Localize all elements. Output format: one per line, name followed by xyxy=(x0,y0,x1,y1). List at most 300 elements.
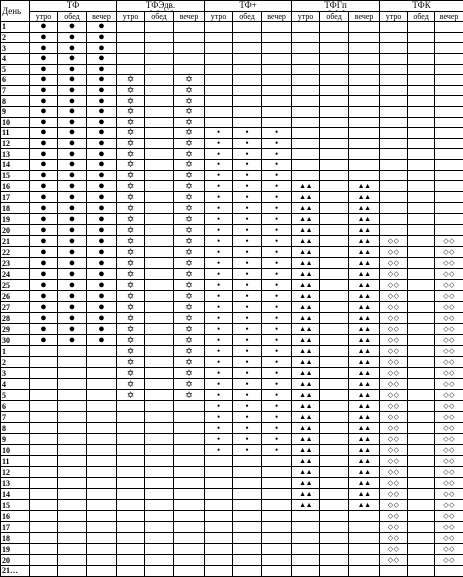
dose-cell-tfp-evening xyxy=(262,302,292,313)
dose-cell-tfk-evening xyxy=(435,32,463,43)
double-diamond-icon: ◇◇ xyxy=(443,259,455,267)
dose-cell-tfp-lunch xyxy=(233,489,262,500)
small-dot-icon: • xyxy=(275,192,278,202)
double-diamond-icon: ◇◇ xyxy=(388,512,400,520)
dose-cell-tfg-lunch xyxy=(320,445,349,456)
dose-cell-tfp-evening xyxy=(262,335,292,346)
dose-cell-tfp-evening xyxy=(262,478,292,489)
dose-cell-tfg-lunch xyxy=(320,149,349,160)
dose-cell-tfp-morning xyxy=(205,258,233,269)
dose-cell-tfe-evening xyxy=(174,379,205,390)
filled-circle-icon: ● xyxy=(40,225,47,236)
dose-cell-tfg-evening xyxy=(349,522,380,533)
dose-cell-tf-evening xyxy=(87,159,117,170)
dose-cell-tf-morning xyxy=(30,412,58,423)
dose-cell-tfe-morning xyxy=(117,64,145,75)
dose-cell-tfk-morning xyxy=(380,357,408,368)
dose-cell-tfk-lunch xyxy=(408,544,435,555)
subheader-lunch: обед xyxy=(320,11,349,22)
small-dot-icon: • xyxy=(275,423,278,433)
dose-cell-tfg-morning xyxy=(292,236,320,247)
dose-cell-tfe-evening xyxy=(174,75,205,86)
small-dot-icon: • xyxy=(245,128,248,138)
dose-cell-tf-lunch xyxy=(58,53,87,64)
group-header-tfg: ТФГп xyxy=(292,1,380,12)
dose-cell-tfg-evening xyxy=(349,368,380,379)
dose-cell-tfg-evening xyxy=(349,489,380,500)
dose-cell-tfk-lunch xyxy=(408,401,435,412)
double-triangle-icon: ▲▲ xyxy=(299,325,312,333)
dose-cell-tf-morning xyxy=(30,445,58,456)
dose-cell-tf-morning xyxy=(30,170,58,181)
subheader-evening: вечер xyxy=(435,11,463,22)
star-icon: ✡ xyxy=(127,225,135,235)
double-triangle-icon: ▲▲ xyxy=(299,292,312,300)
dose-cell-tfe-evening xyxy=(174,22,205,33)
dose-cell-tfe-evening xyxy=(174,566,205,577)
dose-cell-tfk-evening xyxy=(435,423,463,434)
double-diamond-icon: ◇◇ xyxy=(443,303,455,311)
dose-cell-tfk-evening xyxy=(435,379,463,390)
dose-cell-tfk-lunch xyxy=(408,533,435,544)
dose-cell-tfg-evening xyxy=(349,544,380,555)
star-icon: ✡ xyxy=(127,85,135,95)
dose-cell-tfp-lunch xyxy=(233,346,262,357)
filled-circle-icon: ● xyxy=(40,53,47,64)
double-triangle-icon: ▲▲ xyxy=(358,292,371,300)
double-diamond-icon: ◇◇ xyxy=(388,303,400,311)
filled-circle-icon: ● xyxy=(98,159,105,170)
dose-cell-tfp-lunch xyxy=(233,214,262,225)
dose-cell-tfk-morning xyxy=(380,106,408,117)
dose-cell-tfe-morning xyxy=(117,22,145,33)
dose-cell-tfg-lunch xyxy=(320,43,349,54)
dose-cell-tfg-evening xyxy=(349,192,380,203)
filled-circle-icon: ● xyxy=(40,22,47,33)
day-number: 7 xyxy=(1,85,30,96)
filled-circle-icon: ● xyxy=(69,106,76,117)
dose-cell-tfk-morning xyxy=(380,96,408,107)
small-dot-icon: • xyxy=(245,379,248,389)
double-triangle-icon: ▲▲ xyxy=(299,457,312,465)
small-dot-icon: • xyxy=(217,170,220,180)
star-icon: ✡ xyxy=(127,324,135,334)
dose-cell-tfk-evening xyxy=(435,22,463,33)
dose-cell-tfe-lunch xyxy=(145,32,174,43)
small-dot-icon: • xyxy=(217,368,220,378)
dose-cell-tfp-morning xyxy=(205,32,233,43)
small-dot-icon: • xyxy=(275,335,278,345)
dose-cell-tfg-lunch xyxy=(320,313,349,324)
day-number: 30 xyxy=(1,335,30,346)
dose-cell-tfe-morning xyxy=(117,181,145,192)
dose-cell-tfg-morning xyxy=(292,203,320,214)
dose-cell-tf-lunch xyxy=(58,225,87,236)
star-icon: ✡ xyxy=(185,159,193,169)
dose-cell-tfp-lunch xyxy=(233,522,262,533)
filled-circle-icon: ● xyxy=(69,53,76,64)
dose-cell-tfg-evening xyxy=(349,401,380,412)
table-row xyxy=(1,64,463,75)
dose-cell-tf-evening xyxy=(87,75,117,86)
dose-cell-tf-evening xyxy=(87,390,117,401)
dose-cell-tf-evening xyxy=(87,170,117,181)
dose-cell-tfg-lunch xyxy=(320,138,349,149)
day-number: 6 xyxy=(1,401,30,412)
dose-cell-tfg-evening xyxy=(349,117,380,128)
dose-cell-tfg-lunch xyxy=(320,544,349,555)
dose-cell-tf-morning xyxy=(30,489,58,500)
dose-cell-tfk-evening xyxy=(435,170,463,181)
dose-cell-tfg-morning xyxy=(292,64,320,75)
dose-cell-tfe-lunch xyxy=(145,22,174,33)
day-number: 5 xyxy=(1,64,30,75)
dose-cell-tfe-morning xyxy=(117,225,145,236)
day-number: 19 xyxy=(1,214,30,225)
dose-cell-tf-morning xyxy=(30,500,58,511)
dose-cell-tfe-evening xyxy=(174,96,205,107)
dose-cell-tfp-evening xyxy=(262,357,292,368)
filled-circle-icon: ● xyxy=(98,117,105,128)
dose-cell-tfk-lunch xyxy=(408,138,435,149)
dose-cell-tfe-lunch xyxy=(145,138,174,149)
table-row xyxy=(1,149,463,160)
dose-cell-tfe-evening xyxy=(174,269,205,280)
small-dot-icon: • xyxy=(217,149,220,159)
dose-cell-tfk-lunch xyxy=(408,170,435,181)
dose-cell-tfe-evening xyxy=(174,32,205,43)
dose-cell-tf-evening xyxy=(87,368,117,379)
dose-cell-tfg-morning xyxy=(292,247,320,258)
dose-cell-tfk-morning xyxy=(380,203,408,214)
subheader-lunch: обед xyxy=(58,11,87,22)
filled-circle-icon: ● xyxy=(98,203,105,214)
dose-cell-tfp-lunch xyxy=(233,96,262,107)
filled-circle-icon: ● xyxy=(98,269,105,280)
filled-circle-icon: ● xyxy=(40,170,47,181)
dose-cell-tfk-lunch xyxy=(408,117,435,128)
day-number: 13 xyxy=(1,478,30,489)
dose-cell-tfk-lunch xyxy=(408,467,435,478)
group-header-tfk: ТФК xyxy=(380,1,463,12)
double-triangle-icon: ▲▲ xyxy=(358,490,371,498)
dose-cell-tfe-morning xyxy=(117,75,145,86)
table-row xyxy=(1,247,463,258)
filled-circle-icon: ● xyxy=(69,128,76,139)
filled-circle-icon: ● xyxy=(69,313,76,324)
double-diamond-icon: ◇◇ xyxy=(443,325,455,333)
small-dot-icon: • xyxy=(217,401,220,411)
dose-cell-tfk-morning xyxy=(380,324,408,335)
dose-cell-tfe-evening xyxy=(174,500,205,511)
dose-cell-tfp-evening xyxy=(262,324,292,335)
dose-cell-tfk-morning xyxy=(380,247,408,258)
filled-circle-icon: ● xyxy=(98,75,105,86)
double-triangle-icon: ▲▲ xyxy=(299,402,312,410)
small-dot-icon: • xyxy=(245,445,248,455)
day-number: 27 xyxy=(1,302,30,313)
dose-cell-tfg-morning xyxy=(292,324,320,335)
dose-cell-tfe-evening xyxy=(174,106,205,117)
dose-cell-tf-morning xyxy=(30,258,58,269)
dose-cell-tfk-evening xyxy=(435,368,463,379)
dose-cell-tfp-morning xyxy=(205,357,233,368)
dose-cell-tfp-lunch xyxy=(233,85,262,96)
dose-cell-tf-lunch xyxy=(58,43,87,54)
filled-circle-icon: ● xyxy=(69,75,76,86)
filled-circle-icon: ● xyxy=(40,313,47,324)
dose-cell-tfg-evening xyxy=(349,456,380,467)
dose-cell-tfg-evening xyxy=(349,106,380,117)
dose-cell-tfp-lunch xyxy=(233,236,262,247)
dose-cell-tfe-lunch xyxy=(145,302,174,313)
dose-cell-tfp-morning xyxy=(205,159,233,170)
dose-cell-tfg-morning xyxy=(292,258,320,269)
dose-cell-tfe-morning xyxy=(117,214,145,225)
day-number: 8 xyxy=(1,423,30,434)
dose-cell-tfk-lunch xyxy=(408,357,435,368)
subheader-evening: вечер xyxy=(87,11,117,22)
double-diamond-icon: ◇◇ xyxy=(388,347,400,355)
dose-cell-tfk-evening xyxy=(435,346,463,357)
double-diamond-icon: ◇◇ xyxy=(443,314,455,322)
day-number: 20 xyxy=(1,555,30,566)
double-diamond-icon: ◇◇ xyxy=(388,446,400,454)
dose-cell-tfg-evening xyxy=(349,434,380,445)
table-row xyxy=(1,379,463,390)
double-diamond-icon: ◇◇ xyxy=(443,435,455,443)
dose-cell-tfk-evening xyxy=(435,324,463,335)
table-row xyxy=(1,478,463,489)
dose-cell-tfg-morning xyxy=(292,467,320,478)
small-dot-icon: • xyxy=(245,434,248,444)
dose-cell-tf-morning xyxy=(30,225,58,236)
dose-cell-tfg-lunch xyxy=(320,269,349,280)
small-dot-icon: • xyxy=(217,335,220,345)
dose-cell-tfe-morning xyxy=(117,170,145,181)
dose-cell-tfg-lunch xyxy=(320,335,349,346)
dose-cell-tfk-lunch xyxy=(408,159,435,170)
star-icon: ✡ xyxy=(127,192,135,202)
dose-cell-tf-evening xyxy=(87,434,117,445)
table-row xyxy=(1,85,463,96)
dose-cell-tfk-evening xyxy=(435,478,463,489)
table-row xyxy=(1,445,463,456)
dose-cell-tfg-evening xyxy=(349,170,380,181)
dose-cell-tfg-evening xyxy=(349,269,380,280)
double-diamond-icon: ◇◇ xyxy=(443,237,455,245)
dose-cell-tfp-lunch xyxy=(233,128,262,139)
small-dot-icon: • xyxy=(245,280,248,290)
dose-cell-tf-morning xyxy=(30,401,58,412)
table-row xyxy=(1,203,463,214)
dose-cell-tfk-evening xyxy=(435,313,463,324)
double-diamond-icon: ◇◇ xyxy=(388,336,400,344)
dose-cell-tfe-morning xyxy=(117,335,145,346)
dose-cell-tf-lunch xyxy=(58,203,87,214)
filled-circle-icon: ● xyxy=(98,258,105,269)
star-icon: ✡ xyxy=(127,159,135,169)
double-triangle-icon: ▲▲ xyxy=(358,358,371,366)
filled-circle-icon: ● xyxy=(98,335,105,346)
dose-cell-tf-lunch xyxy=(58,324,87,335)
double-diamond-icon: ◇◇ xyxy=(443,402,455,410)
day-number: 2 xyxy=(1,32,30,43)
dose-cell-tfk-morning xyxy=(380,401,408,412)
dose-cell-tfp-morning xyxy=(205,43,233,54)
dose-cell-tfe-lunch xyxy=(145,225,174,236)
dose-cell-tf-morning xyxy=(30,106,58,117)
subheader-morning: утро xyxy=(205,11,233,22)
dose-cell-tfp-evening xyxy=(262,434,292,445)
dose-cell-tfp-evening xyxy=(262,423,292,434)
dose-cell-tfe-evening xyxy=(174,138,205,149)
dose-cell-tfg-evening xyxy=(349,533,380,544)
table-row xyxy=(1,128,463,139)
small-dot-icon: • xyxy=(245,159,248,169)
day-number: 15 xyxy=(1,500,30,511)
dose-cell-tfg-lunch xyxy=(320,434,349,445)
dose-cell-tfg-evening xyxy=(349,96,380,107)
dose-cell-tfk-lunch xyxy=(408,64,435,75)
star-icon: ✡ xyxy=(185,117,193,127)
small-dot-icon: • xyxy=(275,236,278,246)
dose-cell-tfe-lunch xyxy=(145,75,174,86)
dose-cell-tfk-morning xyxy=(380,64,408,75)
dose-cell-tfp-lunch xyxy=(233,423,262,434)
star-icon: ✡ xyxy=(127,335,135,345)
small-dot-icon: • xyxy=(245,225,248,235)
small-dot-icon: • xyxy=(217,434,220,444)
small-dot-icon: • xyxy=(245,423,248,433)
dose-cell-tf-evening xyxy=(87,106,117,117)
dose-cell-tf-lunch xyxy=(58,401,87,412)
dose-cell-tf-morning xyxy=(30,192,58,203)
double-triangle-icon: ▲▲ xyxy=(358,468,371,476)
small-dot-icon: • xyxy=(245,138,248,148)
dose-cell-tfp-evening xyxy=(262,128,292,139)
table-row xyxy=(1,390,463,401)
dose-cell-tfg-morning xyxy=(292,511,320,522)
day-number: 12 xyxy=(1,467,30,478)
double-diamond-icon: ◇◇ xyxy=(388,457,400,465)
dose-cell-tfe-morning xyxy=(117,456,145,467)
dose-cell-tfg-evening xyxy=(349,478,380,489)
dose-cell-tfp-evening xyxy=(262,467,292,478)
double-diamond-icon: ◇◇ xyxy=(443,545,455,553)
double-triangle-icon: ▲▲ xyxy=(358,446,371,454)
dose-cell-tfe-evening xyxy=(174,280,205,291)
dose-cell-tf-evening xyxy=(87,192,117,203)
dose-cell-tfp-evening xyxy=(262,203,292,214)
table-row xyxy=(1,313,463,324)
double-triangle-icon: ▲▲ xyxy=(358,270,371,278)
filled-circle-icon: ● xyxy=(40,291,47,302)
dose-cell-tfe-lunch xyxy=(145,445,174,456)
dose-cell-tfk-lunch xyxy=(408,566,435,577)
dose-cell-tf-morning xyxy=(30,85,58,96)
dose-cell-tfp-lunch xyxy=(233,43,262,54)
dose-cell-tfg-lunch xyxy=(320,346,349,357)
double-diamond-icon: ◇◇ xyxy=(388,270,400,278)
double-diamond-icon: ◇◇ xyxy=(388,325,400,333)
dose-cell-tf-evening xyxy=(87,522,117,533)
double-diamond-icon: ◇◇ xyxy=(443,336,455,344)
dose-cell-tf-morning xyxy=(30,456,58,467)
double-diamond-icon: ◇◇ xyxy=(443,501,455,509)
star-icon: ✡ xyxy=(185,335,193,345)
dose-cell-tfe-evening xyxy=(174,478,205,489)
small-dot-icon: • xyxy=(217,280,220,290)
dose-cell-tfk-lunch xyxy=(408,149,435,160)
day-number: 24 xyxy=(1,269,30,280)
dose-cell-tfe-morning xyxy=(117,555,145,566)
small-dot-icon: • xyxy=(245,324,248,334)
dose-cell-tfe-morning xyxy=(117,149,145,160)
small-dot-icon: • xyxy=(275,412,278,422)
double-diamond-icon: ◇◇ xyxy=(443,292,455,300)
filled-circle-icon: ● xyxy=(98,64,105,75)
day-number: 1 xyxy=(1,22,30,33)
dose-cell-tfp-lunch xyxy=(233,170,262,181)
dose-cell-tfg-morning xyxy=(292,117,320,128)
dose-cell-tfe-evening xyxy=(174,489,205,500)
dose-cell-tfk-lunch xyxy=(408,192,435,203)
dose-cell-tfp-evening xyxy=(262,313,292,324)
dose-cell-tfk-morning xyxy=(380,181,408,192)
day-number: 13 xyxy=(1,149,30,160)
dose-cell-tfk-morning xyxy=(380,346,408,357)
dose-cell-tfe-morning xyxy=(117,302,145,313)
dose-cell-tf-evening xyxy=(87,324,117,335)
dose-cell-tfe-lunch xyxy=(145,117,174,128)
dose-cell-tf-lunch xyxy=(58,128,87,139)
dose-cell-tfe-lunch xyxy=(145,192,174,203)
small-dot-icon: • xyxy=(217,138,220,148)
dose-cell-tfp-lunch xyxy=(233,302,262,313)
dose-cell-tfe-morning xyxy=(117,203,145,214)
dose-cell-tf-evening xyxy=(87,291,117,302)
dose-cell-tfe-morning xyxy=(117,357,145,368)
star-icon: ✡ xyxy=(127,280,135,290)
dose-cell-tfp-evening xyxy=(262,269,292,280)
dose-cell-tf-morning xyxy=(30,96,58,107)
dose-cell-tfp-lunch xyxy=(233,533,262,544)
dose-cell-tf-morning xyxy=(30,544,58,555)
filled-circle-icon: ● xyxy=(98,214,105,225)
day-number: 26 xyxy=(1,291,30,302)
double-diamond-icon: ◇◇ xyxy=(388,523,400,531)
dose-cell-tfe-morning xyxy=(117,522,145,533)
filled-circle-icon: ● xyxy=(69,64,76,75)
dose-cell-tfk-morning xyxy=(380,75,408,86)
dose-cell-tfe-morning xyxy=(117,280,145,291)
dose-cell-tf-evening xyxy=(87,149,117,160)
dose-cell-tfk-lunch xyxy=(408,423,435,434)
dose-cell-tfg-evening xyxy=(349,64,380,75)
small-dot-icon: • xyxy=(275,368,278,378)
double-triangle-icon: ▲▲ xyxy=(299,347,312,355)
double-diamond-icon: ◇◇ xyxy=(388,237,400,245)
dose-cell-tfg-evening xyxy=(349,128,380,139)
star-icon: ✡ xyxy=(127,170,135,180)
dose-cell-tfk-morning xyxy=(380,53,408,64)
dose-cell-tfk-morning xyxy=(380,170,408,181)
star-icon: ✡ xyxy=(127,302,135,312)
star-icon: ✡ xyxy=(127,203,135,213)
dose-cell-tfk-morning xyxy=(380,434,408,445)
double-triangle-icon: ▲▲ xyxy=(299,358,312,366)
